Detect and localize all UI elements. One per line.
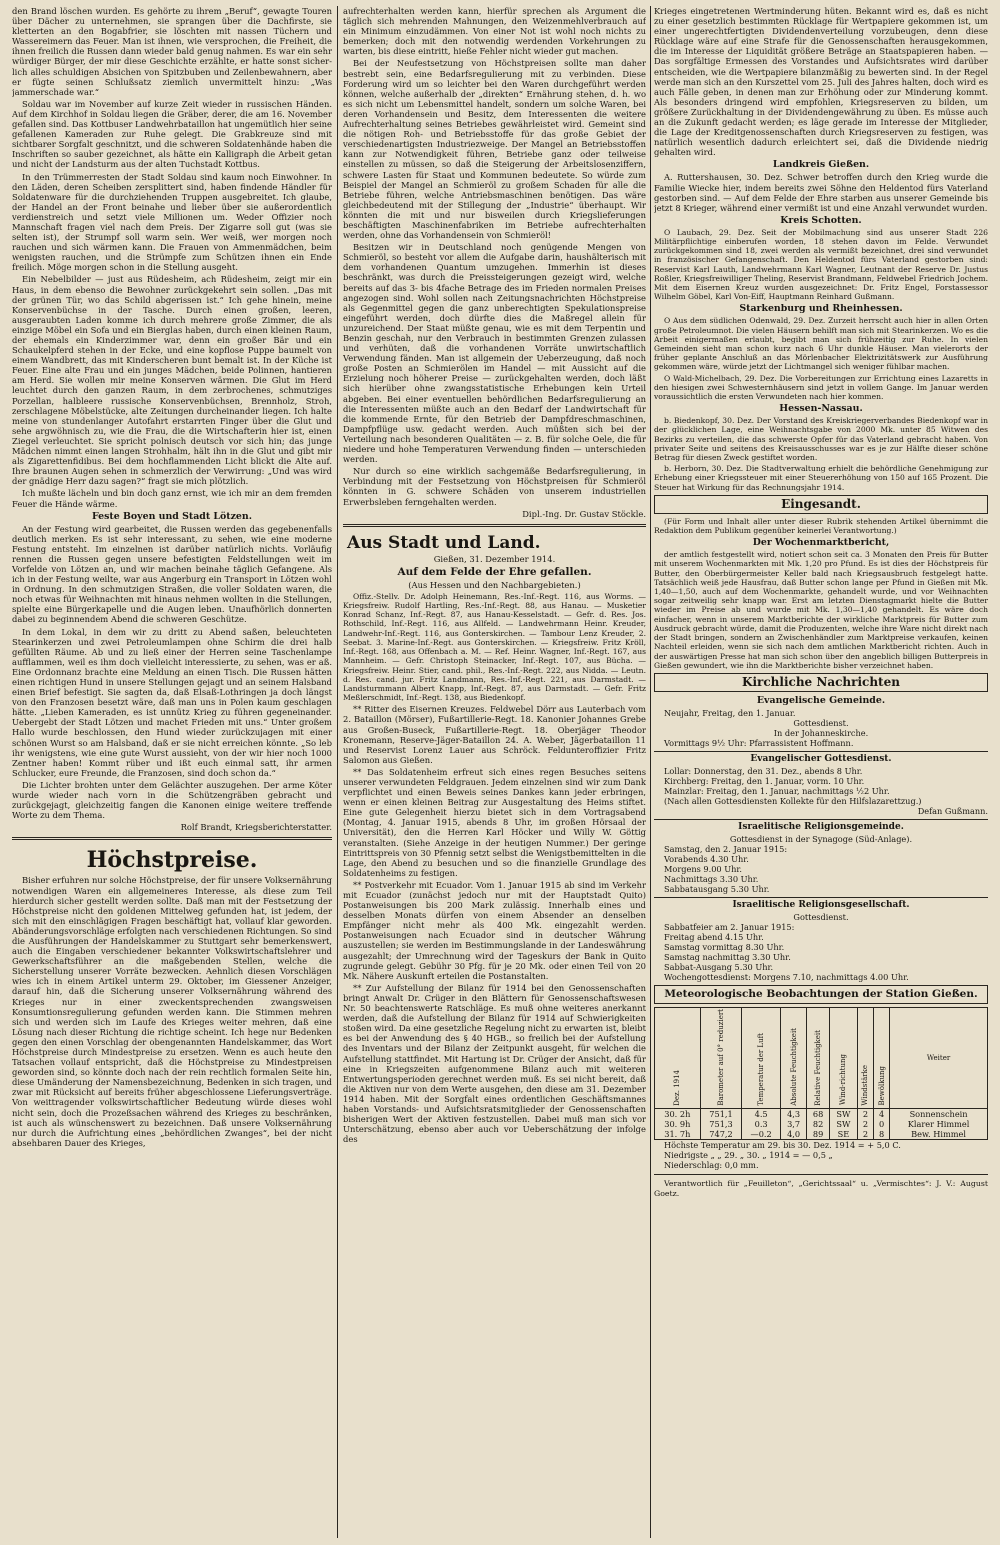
weather-cell: 2 bbox=[857, 1129, 873, 1140]
divider bbox=[12, 837, 332, 840]
region-heading: Hessen-Nassau. bbox=[779, 403, 863, 415]
weather-cell: 4.5 bbox=[742, 1109, 780, 1120]
story-paragraph: Soldau war im November auf kurze Zeit wieder in russischen Händen. Auf dem Kirchhof in Soldau liegen die Gräber, derer, die am 16. November gefallen sind. Das Kottbuser Landwehrbataillon hat ungemütlich hier seine gefallenen Kameraden zur Ruhe gelegt. Die Grabkreuze sind mit sichtbarer Sorgfalt geschnitzt, und die schweren Soldatenhände haben die Inschriften so sauber gezeichnet, als hätte ein Kalligraph die Arbeit getan und nicht der Landsturm aus der alten Tuchstadt Kottbus. bbox=[12, 98, 332, 170]
column-right bbox=[654, 6, 988, 1538]
subsection-subtitle: (Aus Hessen und den Nachbargebieten.) bbox=[408, 579, 581, 590]
weather-cell: 68 bbox=[807, 1109, 830, 1120]
weather-cell: Bew. Himmel bbox=[890, 1129, 988, 1140]
weather-col-header: Wind-richtung bbox=[829, 1007, 857, 1109]
article-paragraph: aufrechterhalten werden kann, hierfür sprechen als Argument die täglich sich mehrenden Mahnungen, den Weizenmehlverbrauch auf ein Minimum einzudämmen. Von einer Not ist wohl noch nichts zu bemerken; doch mit den notwendig werdenden Vorkehrungen zu warten, bis diese eintritt, hieße Fehler nicht wieder gut machen. bbox=[343, 6, 646, 57]
story-paragraph: Die Lichter brohten unter dem Gelächter auszugehen. Der arme Köter wurde wieder nach vorn in die Schützengräben gebracht und zurückgejagt, gleichzeitig fangen die Kanonen einige weitere treffende Worte zu dem Thema. bbox=[12, 779, 332, 821]
story-paragraph: Ein Nebelbilder — just aus Rüdesheim, ach Rüdesheim, zeigt mir ein Haus, in dem ebenso die Bewohner zurückgekehrt sein sollen. „Das mit der grünen Tür, wo das Schild abgerissen ist.“ Ich gehe hinein, meine Konservenbüchse in der Tasche. Durch einen großen, leeren, ausgeraubten Laden komme ich durch mehrere große Zimmer, die als einzige Möbel ein Sofa und ein Bierglas haben, durch einen kleinen Raum, der ehemals ein Kinderzimmer war, denn ein großer Bär und ein Schaukelpferd stehen in der Ecke, und eine kopflose Puppe baumelt von einem Wandbrett, das mit Kinderscheren bunt bemalt ist. In der Küche ist Feuer. Eine alte Frau und ein junges Mädchen, beide Polinnen, hantieren am Herd. Sie wollen mir meine Konserven wärmen. Die Glut im Herd leuchtet durch den ganzen Raum, in dem zerbrochenes, schmutziges Porzellan, halbleere russische Konservenbüchsen, Brennholz, Stroh, zerschlagene Möbelstücke, alte Zeitungen durcheinander liegen. Ich halte meine von stundenlanger Autofahrt erstarrten Finger über die Glut und sehe argwöhnisch zu, wie die Frau, die die Wirtschafterin hier ist, einen Ziegel verleuchtet. Sie spricht polnisch deutsch vor sich hin; das junge Mädchen nimmt einen langen Strohhalm, hält ihn in die Glut und gibt mir als Zigarettenfidibus. Bei dem hochflammenden Licht blickt die Alte auf. Ihre braunen Augen sehen in schmerzlich der Verwirrung: „Und was wird der gnädige Herr dazu sagen?“ fragt sie mich plötzlich. bbox=[12, 274, 332, 487]
service-line: Nachmittags 3.30 Uhr. bbox=[664, 873, 759, 884]
service-line: Samstag nachmittag 3.30 Uhr. bbox=[664, 951, 791, 962]
weather-table bbox=[654, 1007, 988, 1141]
weather-cell: —0.2 bbox=[742, 1129, 780, 1140]
service-line: Sabbat-Ausgang 5.30 Uhr. bbox=[664, 961, 774, 972]
author: Dipl.-Ing. Dr. Gustav Stöckle. bbox=[522, 508, 646, 519]
column-middle bbox=[343, 6, 646, 1538]
service-line: Gottesdienst. bbox=[793, 911, 849, 922]
service-line: Defan Gußmann. bbox=[917, 805, 988, 816]
eingesandt-heading: Eingesandt. bbox=[654, 495, 988, 514]
weather-cell: 751,1 bbox=[700, 1109, 742, 1120]
weather-cell: 0.3 bbox=[742, 1119, 780, 1129]
section-title: Aus Stadt und Land. bbox=[347, 532, 541, 553]
article-paragraph: Bei der Neufestsetzung von Höchstpreisen sollte man daher bestrebt sein, eine Bedarfsregulierung mit zu verbinden. Diese Forderung wird um so leichter bei den Waren durchgeführt werden können, welche außerhalb der „direkten“ Ernährung stehen, d. h. wo es sich nicht um Lebensmittel handelt, sondern um solche Waren, bei deren Vorhandensein und Besitz, dem Interessenten die weitere Aufrechterhaltung seines Betriebes gewährleistet wird. Gemeint sind die nötigen Roh- und Betriebsstoffe für das große Gebiet der verschiedenartigsten Industriezweige. Der Mangel an Betriebsstoffen kann zur Notwendigkeit führen, Betriebe ganz oder teilweise einstellen zu müssen, so daß die Steigerung der Arbeitslosenziffern, schwere Lasten für Staat und Kommunen bedeutete. So würde zum Beispiel der Mangel an Schmieröl zu großem Schaden für alle die Betriebe führen, welche Antriebsmaschinen benötigen. Das wäre gleichbedeutend mit der Stillegung der „Industrie“ überhaupt. Wir könnten die mit und nur bisweilen durch Kriegslieferungen beschäftigten Maschinenfabriken im Betriebe aufrechterhalten werden, ohne das Vorhandensein von Schmieröl! bbox=[343, 58, 646, 241]
weather-cell: 747,2 bbox=[700, 1129, 742, 1140]
weather-col-header: Windstärke bbox=[857, 1007, 873, 1109]
weather-col-header: Relative Feuchtigkeit bbox=[807, 1007, 830, 1109]
news-item: ** Ritter des Eisernen Kreuzes. Feldwebel Dörr aus Lauterbach vom 2. Bataillon (Mörser), Fußartillerie-Regt. 18. Kanonier Johannes Grebe aus Großen-Buseck, Fußartillerie-Regt. 18. Oberjäger Theodor Kronemann, Reserve-Jäger-Bataillon 24. A. Weber, Jägerbataillon 11 und Reservist Lorenz Lauer aus Schröck. Feldunteroffizier Fritz Salomon aus Gießen. bbox=[343, 704, 646, 765]
synagogue-heading: Israelitische Religionsgemeinde. bbox=[654, 819, 988, 833]
service-line: Freitag abend 4.15 Uhr. bbox=[664, 931, 764, 942]
service-line: Lollar: Donnerstag, den 31. Dez., abends 8 Uhr. bbox=[664, 765, 863, 776]
service-line: Samstag, den 2. Januar 1915: bbox=[664, 843, 788, 854]
service-line: In der Johanneskirche. bbox=[773, 727, 869, 738]
weather-cell: 751,3 bbox=[700, 1119, 742, 1129]
news-item: ** Das Soldatenheim erfreut sich eines regen Besuches seitens unserer verwundeten Feldgrauen. Jedem einzelnen sind wir zum Dank verpflichtet und einen Beweis seines Dankes kann jeder erbringen, wenn er einen kleinen Beitrag zur Ausgestaltung des Heims stiftet. Eine gute Gelegenheit hierzu bietet sich in dem Vortragsabend (Montag, 4. Januar 1915, abends 8 Uhr, im großen Hörsaal der Universität), den die Herren Karl Höcker und Willy W. Göttig veranstalten. (Siehe Anzeige in der heutigen Nummer.) Der geringe Eintrittspreis von 30 Pfennig setzt selbst die Wenigstbemittelten in die Lage, den Abend zu besuchen und so die finanzielle Grundlage des Soldatenheims zu festigen. bbox=[343, 766, 646, 878]
weather-cell: 4,3 bbox=[780, 1109, 806, 1120]
weather-extreme: Niedrigste „ „ 29. „ 30. „ 1914 = — 0,5 „ bbox=[664, 1150, 833, 1161]
service-line: Sabbatausgang 5.30 Uhr. bbox=[664, 883, 770, 894]
weather-col-header: Absolute Feuchtigkeit bbox=[780, 1007, 806, 1109]
region-news: A. Ruttershausen, 30. Dez. Schwer betroffen durch den Krieg wurde die Familie Wiecke hier, indem bereits zwei Söhne den Heldentod fürs Vaterland gestorben sind. — Auf dem Felde der Ehre starben aus unserer Gemeinde bis jetzt 8 Krieger, während einer vermißt ist und eine Anzahl verwundet wurden. bbox=[654, 172, 988, 213]
region-news: b. Herborn, 30. Dez. Die Stadtverwaltung erhielt die behördliche Genehmigung zur Erhebung einer Kriegssteuer mit einer Steuererhöhung von 150 auf 165 Prozent. Die Steuer hat Wirkung für das Rechnungsjahr 1914. bbox=[654, 464, 988, 492]
news-item: ** Postverkehr mit Ecuador. Vom 1. Januar 1915 ab sind im Verkehr mit Ecuador (zunächst jedoch nur mit der Hauptstadt Quito) Postanweisungen bis 200 Mark zulässig. Innerhalb eines und desselben Monats dürfen von einem Absender an denselben Empfänger nicht mehr als 400 Mk. eingezahlt werden. Postanweisungen nach Ecuador sind in deutscher Währung auszustellen; sie werden im Bestimmungslande in der Landeswährung ausgezahlt; der Umrechnung wird der Tageskurs der Bank in Quito zugrunde gelegt. Gebühr 30 Pfg. für je 20 Mk. oder einen Teil von 20 Mk. Nähere Auskunft erteilen die Postanstalten. bbox=[343, 879, 646, 981]
weather-col-header: Weiter bbox=[890, 1007, 988, 1109]
weather-cell: 30. 9h bbox=[655, 1119, 701, 1129]
service-line: Vorabends 4.30 Uhr. bbox=[664, 853, 749, 864]
news-item: ** Zur Aufstellung der Bilanz für 1914 bei den Genossenschaften bringt Anwalt Dr. Crüger in den Blättern für Genossenschaftswesen Nr. 50 beachtenswerte Ratschläge. Es muß ohne weiteres anerkannt werden, daß die Aufstellung der Bilanz für 1914 auf Schwierigkeiten stoßen wird. Da eine gesetzliche Regelung nicht zu erwarten ist, bleibt es bei der Anwendung des § 40 HGB., so freilich bei der Aufstellung des Inventars und der Bilanz der Zeitpunkt ausgeht, für welchen die Aufstellung stattfindet. Mit Hartung ist Dr. Crüger der Ansicht, daß für eine in Kriegszeiten aufgenommene Bilanz auch mit weiteren Entwertungsperioden gerechnet werden muß. Es sei nicht bereit, daß die Aktiven nur von dem Werte ausgehen, den diese am 31. Dezember 1914 haben. Mit der Sorgfalt eines ordentlichen Geschäftsmannes haben Vorstands- und Aufsichtsratsmitglieder der Genossenschaften bisherigen Wert der Aktiven festzustellen. Dabei muß man sich vor Unterschätzung, ebenso aber auch vor Ueberschätzung der infolge des bbox=[343, 982, 646, 1145]
service-line: Mainzlar: Freitag, den 1. Januar, nachmittags ½2 Uhr. bbox=[664, 785, 890, 796]
article-title: Höchstpreise. bbox=[86, 847, 258, 874]
story-paragraph: In dem Lokal, in dem wir zu dritt zu Abend saßen, beleuchteten Stearinkerzen und zwei Petroleumlampen ohne Schirm die drei halb gefüllten Räume. Ab und zu ließ einer der Herren seine Taschenlampe aufflammen, weil es ihm doch vielleicht interessierte, zu sehen, was er aß. Eine Ordonnanz brachte eine Meldung an einen Tisch. Die Russen hätten einen richtigen Hund in unsere Stellungen gejagt und an seinem Halsband einen Brief befestigt. Sie sagten da, daß Elsaß-Lothringen ja doch längst von den Franzosen besetzt wäre, daß man uns in Polen kaum geschlagen hätte. „Lieben Kameraden, es ist unnütz Krieg zu führen gegeneinander. Uebergebt der Stadt Lötzen und machet Frieden mit uns.“ Unter großem Hallo wurde beschlossen, den Hund wieder zurückzujagen mit einer schönen Wurst so am Halsband, daß er sie nicht erreichen könnte. „So leb ihr wenigstens, wie eine gute Wurst aussieht, von der wir hier noch 1000 Zentner haben! Kommt rüber und ißt euch einmal satt, ihr armen Schlucker, eure Freunde, die Franzosen, sind doch schon da.“ bbox=[12, 626, 332, 778]
service-line: Wochengottesdienst: Morgens 7.10, nachmittags 4.00 Uhr. bbox=[664, 971, 909, 982]
church-subheading: Evangelische Gemeinde. bbox=[756, 694, 886, 706]
weather-cell: 4,0 bbox=[780, 1129, 806, 1140]
weather-cell: 8 bbox=[874, 1129, 890, 1140]
weather-cell: 31. 7h bbox=[655, 1129, 701, 1140]
weather-col-header: Dez. 1914 bbox=[655, 1007, 701, 1109]
weather-cell: Sonnenschein bbox=[890, 1109, 988, 1120]
weather-cell: Klarer Himmel bbox=[890, 1119, 988, 1129]
weather-heading: Meteorologische Beobachtungen der Station Gießen. bbox=[654, 985, 988, 1004]
weather-cell: SW bbox=[829, 1109, 857, 1120]
weather-col-header: Bewölkung bbox=[874, 1007, 890, 1109]
service-line: Gottesdienst. bbox=[793, 717, 849, 728]
region-heading: Landkreis Gießen. bbox=[772, 159, 870, 171]
divider bbox=[343, 524, 646, 527]
letter-text: der amtlich festgestellt wird, notiert schon seit ca. 3 Monaten den Preis für Butter mit unserem Wochenmarkten mit Mk. 1,20 pro Pfund. Es ist dies der Höchstpreis für Butter, den Oberbürgermeister Keller bald nach Kriegsausbruch festgelegt hatte. Tatsächlich weiß jede Hausfrau, daß Butter schon lange per Pfund in Gießen mit Mk. 1,40—1,50, auch auf dem Wochenmarkte, gehandelt wurde, und vor Weihnachten sogar zeitweilig sehr knapp war. Erst am letzten Dienstagmarkt hielte die Butter wieder im Preise ab und wurde mit Mk. 1,30—1,40 gehandelt. Es wäre doch einfacher, wenn in unserem Marktberichte der wirkliche Marktpreis für Butter zum Ausdruck gebracht würde, damit die Produzenten, welche ihre Ware nicht direkt nach der Stadt bringen, sondern an Zwischenhändler zum Marktpreise verkaufen, keinen Nachteil erleiden, wenn sie sich nach dem amtlichen Marktbericht richten. Auch in der auswärtigen Presse hat man sich schon über den angeblich billigen Butterpreis in Gießen gewundert, wie ihn die Marktberichte bisher verzeichnet haben. bbox=[654, 550, 988, 670]
service-line: Vormittags 9½ Uhr: Pfarrassistent Hoffmann. bbox=[664, 737, 854, 748]
weather-col-header: Barometer auf 0° reduziert bbox=[700, 1007, 742, 1109]
dateline: Gießen, 31. Dezember 1914. bbox=[433, 553, 556, 564]
footer-credit: Verantwortlich für „Feuilleton“, „Gerichtssaal“ u. „Vermischtes“: J. V.: August Goetz. bbox=[654, 1179, 988, 1199]
service-line: Neujahr, Freitag, den 1. Januar. bbox=[664, 707, 796, 718]
weather-cell: 89 bbox=[807, 1129, 830, 1140]
casualty-list: Offiz.-Stellv. Dr. Adolph Heinemann, Res.-Inf.-Regt. 116, aus Worms. — Kriegsfreiw. Rudolf Hartling, Res.-Inf.-Regt. 88, aus Hanau. — Musketier Konrad Schanz, Inf.-Regt. 87, aus Hanau-Kesselstadt. — Gefr. d. Res. Jos. Rothschild, Inf.-Regt. 116, aus Allfeld. — Landwehrmann Heinr. Kreuder, Landwehr-Inf.-Regt. 116, aus Gonterskirchen. — Tambour Lenz Kreuder, 2. Seebat. 3. Marine-Inf.-Regt. aus Gonterskirchen. — Kriegsfreiw. Fritz Kröll, Inf.-Regt. 168, aus Offenbach a. M. — Ref. Heinr. Wagner, Inf.-Regt. 167, aus Mannheim. — Gefr. Christoph Steinacker, Inf.-Regt. 107, aus Bücha. — Kriegsfreiw. Heinr. Stier, cand. phil., Res.-Inf.-Regt. 222, aus Nidda. — Leutn. d. Res. cand. jur. Fritz Landmann, Res.-Inf.-Regt. 221, aus Darmstadt. — Landsturmmann Albert Knapp, Inf.-Regt. 87, aus Darmstadt. — Gefr. Fritz Meßlerschmidt, Inf.-Regt. 138, aus Biedenkopf. bbox=[343, 591, 646, 703]
weather-cell: 2 bbox=[857, 1109, 873, 1120]
church-subheading: Evangelischer Gottesdienst. bbox=[654, 751, 988, 765]
weather-header-row bbox=[655, 1007, 988, 1109]
weather-row bbox=[655, 1129, 988, 1140]
weather-cell: 82 bbox=[807, 1119, 830, 1129]
weather-cell: 0 bbox=[874, 1119, 890, 1129]
letter-heading: Der Wochenmarktbericht, bbox=[752, 537, 890, 549]
weather-cell: 3,7 bbox=[780, 1119, 806, 1129]
weather-extreme: Niederschlag: 0,0 mm. bbox=[664, 1160, 759, 1171]
service-line: (Nach allen Gottesdiensten Kollekte für den Hilfslazarettzug.) bbox=[664, 795, 922, 806]
synagogue-heading: Israelitische Religionsgesellschaft. bbox=[654, 897, 988, 911]
weather-cell: SW bbox=[829, 1119, 857, 1129]
story-paragraph: den Brand löschen wurden. Es gehörte zu ihrem „Beruf“, gewagte Touren über Dächer zu unternehmen, sie sprangen über die Dachfirste, sie kletterten an den Bogabfrier, sie löschten mit nassen Tüchern und Wassereimern das Feuer. Man ist ihnen, wie versprochen, die Freiheit, die ihnen freilich die Russen dann wieder bald genug nahmen. Es war ein sehr würdiger Bürger, der mir diese Geschichte erzählte, er hatte sonst sicher-lich alles schuldigen Absichen von Spitzbuben und Zeilenbewahnern, aber er fügte seinen Schlußsatz ziemlich unvermittelt hinzu: „Was jammerschade war.“ bbox=[12, 6, 332, 97]
region-news: O Wald-Michelbach, 29. Dez. Die Vorbereitungen zur Errichtung eines Lazaretts in den hiesigen zwei Schwesternhäusern sind jetzt in vollem Gange. Im Januar werden voraussichtlich die ersten Verwundeten nach hier kommen. bbox=[654, 373, 988, 402]
subsection-heading: Auf dem Felde der Ehre gefallen. bbox=[397, 565, 592, 578]
region-news: O Aus dem südlichen Odenwald, 29. Dez. Zurzeit herrscht auch hier in allen Orten große Petroleumnot. Die vielen Häusern behilft man sich mit Stearinkerzen. Wo es die Arbeit einigermaßen erlaubt, begibt man sich frühzeitig zur Ruhe. In vielen Gemeinden sieht man schon kurz nach 6 Uhr dunkle Häuser. Man vielerorts der früher geplante Anschluß an das Mörlenbacher Elektrizitätswerk zur Ausführung gekommen wäre, würde jetzt der Lichtmangel sich weniger fühlbar machen. bbox=[654, 316, 988, 372]
weather-cell: 4 bbox=[874, 1109, 890, 1120]
divider bbox=[654, 1174, 988, 1175]
weather-col-header: Temperatur der Luft bbox=[742, 1007, 780, 1109]
column-left bbox=[12, 6, 332, 1538]
region-heading: Starkenburg und Rheinhessen. bbox=[739, 303, 903, 315]
section-heading: Feste Boyen und Stadt Lötzen. bbox=[92, 510, 252, 522]
service-line: Kirchberg: Freitag, den 1. Januar, vorm. 10 Uhr. bbox=[664, 775, 865, 786]
region-news: O Laubach, 29. Dez. Seit der Mobilmachung sind aus unserer Stadt 226 Militärpflichtige einberufen worden, 18 stehen davon im Felde. Verwundet zurückgekommen sind 18, zwei werden als vermißt bezeichnet, drei sind verwundet in französischer Gefangenschaft. Den Heldentod fürs Vaterland gestorben sind: Reservist Karl Lauth, Landwehrmann Karl Wagner, Leutnant der Reserve Dr. Justus Roßler, Kriegsfreiwilliger Theling, Reservist Brandmann, Feldwebel Friedrich Jochem. Mit dem Eisernen Kreuz wurden ausgezeichnet: Dr. Fritz Engel, Forstassessor Wilhelm Göbel, Karl Von-Eiff, Hauptmann Reinhard Gußmann. bbox=[654, 227, 988, 302]
article-paragraph: Besitzen wir in Deutschland noch genügende Mengen von Schmieröl, so besteht vor allem die Aufgabe darin, haushälterisch mit dem vorhandenen Quantum umzugehen. Immerhin ist dieses beschränkt, was durch die Preissteigerungen gezeigt wird, welche bereits auf das 3- bis 4fache Betrage des im Frieden normalen Preises angezogen sind. Wohl sollen nach Zeitungsnachrichten Höchstpreise als Gegenmittel gegen die ganz unberechtigten Spekulationspreise eingeführt werden, doch dürfte dies die Maßregel allein für unzureichend. Der Staat müßte genau, wie es mit dem Terpentin und Benzin geschah, nur den Verbrauch in bestimmten Grenzen zulassen und verhüten, daß die vorhandenen Vorräte unwirtschaftlich Verwendung fänden. Man ist allgemein der Ueberzeugung, daß noch große Posten an Schmierölen im Handel — mit Aussicht auf die Erzielung noch höherer Preise — zurückgehalten werden, doch läßt sich hierüber ohne zwangsstatistische Erhebungen kein Urteil abgeben. Bei einer eventuellen behördlichen Bedarfsregulierung an die Interessenten müßte auch an den Bedarf der Landwirtschaft für die kommende Ernte, für den Betrieb der Dampfdreschmaschinen, Dampfpflüge usw. gedacht werden. Auch müßten sich bei der Verteilung nach besonderen Qualitäten — z. B. für solche Oele, die für niedere und hohe Temperaturen Verwendung finden — unterschieden werden. bbox=[343, 242, 646, 465]
weather-extreme: Höchste Temperatur am 29. bis 30. Dez. 1914 = + 5,0 C. bbox=[664, 1140, 901, 1151]
story-paragraph: In den Trümmerresten der Stadt Soldau sind kaum noch Einwohner. In den Läden, deren Scheiben zersplittert sind, haben findende Händler für Soldatenware für die durchziehenden Truppen ausgebreitet. Ich glaube, der Handel an der Front beinahe und lieber über sie außerordentlich verdienstreich und setzt viele Millionen um. Weder Offizier noch Mannschaft fragen viel nach dem Preis. Der Zigarre soll gut (was sie selten ist), der Strumpf soll warm sein. Wer weiß, wer morgen noch rauchen und sich wärmen kann. Die Frauen von Ammenmädchen, beim wenigsten rauchen, und die Strümpfe zum Schützen ihnen ein Ende freilich. Möge morgen schon in die Stellung ausgeht. bbox=[12, 171, 332, 273]
service-line: Gottesdienst in der Synagoge (Süd-Anlage). bbox=[729, 833, 913, 844]
region-heading: Kreis Schotten. bbox=[780, 214, 862, 226]
story-paragraph: Ich mußte lächeln und bin doch ganz ernst, wie ich mir an dem fremden Feuer die Hände wärme. bbox=[12, 488, 332, 509]
weather-row bbox=[655, 1109, 988, 1120]
church-news-heading: Kirchliche Nachrichten bbox=[654, 673, 988, 692]
column-rule bbox=[650, 6, 651, 1538]
weather-cell: 30. 2h bbox=[655, 1109, 701, 1120]
editorial-note: (Für Form und Inhalt aller unter dieser Rubrik stehenden Artikel übernimmt die Redaktion dem Publikum gegenüber keinerlei Verantwortung.) bbox=[654, 516, 988, 536]
service-line: Samstag vormittag 8.30 Uhr. bbox=[664, 941, 785, 952]
byline: Rolf Brandt, Kriegsberichterstatter. bbox=[180, 822, 332, 833]
weather-row bbox=[655, 1119, 988, 1129]
service-line: Morgens 9.00 Uhr. bbox=[664, 863, 743, 874]
weather-cell: SE bbox=[829, 1129, 857, 1140]
region-news: b. Biedenkopf, 30. Dez. Der Vorstand des Kreiskriegerverbandes Biedenkopf war in der glücklichen Lage, eine Weihnachtsgabe von 2000 Mk. unter 85 Witwen des Bezirks zu verteilen, die das schwerste Opfer für das Vaterland gebracht haben. Von privater Seite und seitens des Kreisausschusses war es je zur Hälfte dieser schöne Betrag für diesen Zweck gestiftet worden. bbox=[654, 416, 988, 463]
column-rule bbox=[337, 6, 338, 1538]
article-paragraph: Bisher erfuhren nur solche Höchstpreise, der für unsere Volksernährung notwendigen Waren ein allgemeineres Interesse, als diese zum Teil hierdurch sicher gestellt werden sollte. Daß man mit der Festsetzung der Höchstpreise nicht den goldenen Mittelweg gefunden hat, ist jedem, der sich mit den einschlägigen Fragen beschäftigt hat, vollauf klar geworden. Abänderungsvorschläge erfolgten nach verschiedenen Richtungen. So sind die Ausführungen der Handelskammer zu Stuttgart sehr bemerkenswert, auch die Eingaben verschiedener bekannter Volkswirtschaftslehrer und Gewerkschaftsführer an die maßgebenden Stellen, welche die Sicherstellung unserer Vorräte bezwecken. Aehnlich diesen Vorschlägen wies ich in einem Artikel unterm 29. Oktober, im Giessener Anzeiger, darauf hin, daß die Sicherung unserer Volksernährung während des Krieges nur in einer zweckentsprechenden zwangsweisen Konsumtionsregulierung gefunden werden kann. Die Stimmen mehren sich und werden sich im Laufe des Krieges weiter mehren, daß eine Lösung nach dieser Richtung die richtige scheint. Ich hege nur Bedenken gegen den einen Vorschlag der obengenannten Handelskammer, das Wort Höchstpreise durch Mindestpreise zu ersetzen. Wenn es auch heute den Tatsachen vollauf entspricht, daß die Höchstpreise zu Mindestpreisen geworden sind, so könnte doch nach der rein rechtlich formalen Seite hin, diese Umänderung der Namensbezeichnung, Bedenken in sich tragen, und zwar mit Rücksicht auf bereits früher abgeschlossene Lieferungsverträge. Von weittragender volkswirtschaftlicher Bedeutung würde dieses wohl nicht sein, doch die Prozeßsachen während des Krieges zu beschränken, ist auch als wünschenswert zu bezeichnen. Daß unsere Volksernährung nur durch die Aufrichtung eines „behördlichen Zwanges“, bei der nicht absehbaren Dauer des Krieges, bbox=[12, 875, 332, 1148]
story-paragraph: An der Festung wird gearbeitet, die Russen werden das gegebenenfalls deutlich merken. Es ist sehr interessant, zu sehen, wie eine moderne Festung entsteht. Im einzelnen ist darüber natürlich nichts. Vorläufig rennen die Russen gegen unsere befestigten Feldstellungen weit im Vorfelde von Lötzen an, und wir machen beinahe täglich Gefangene. Als ich in der Festung weilte, war aus Angerburg ein Transport in Lötzen wohl in Ordnung. In den schmutzigen Straßen, die voller Soldaten waren, die noch etwas für Weihnachten mit hinaus nehmen wollten in die Stellungen, spielte eine Bürgerkapelle und die Augen leben. Unaufhörlich donnerten dabei zu beginnendem Abend die schweren Geschütze. bbox=[12, 523, 332, 625]
weather-cell: 2 bbox=[857, 1119, 873, 1129]
service-line: Sabbatfeier am 2. Januar 1915: bbox=[664, 921, 795, 932]
article-paragraph: Krieges eingetretenen Wertminderung hüten. Bekannt wird es, daß es nicht zu einer gesetzlich bestimmten Rücklage für Wertpapiere gekommen ist, um einer ungerechtfertigten Dividendenverteilung vorzubeugen, denn diese Rücklage wäre auf eine Strafe für die Genossenschaften herausgekommen, die im Interesse der Liquidität größere Beträge an Staatspapieren haben. — Das sorgfältige Ermessen des Vorstandes und Aufsichtsrates wird darüber entscheiden, wie die Wertpapiere bilanzmäßig zu bewerten sind. In der Regel werde man sich an den Kurszettel vom 25. Juli des Jahres halten, doch wird es auch Fälle geben, in denen man zur Erhöhung oder zur Minderung kommt. Als besonders dringend wird empfohlen, Kriegsreserven zu bilden, um größere Zurückhaltung in der Dividendengewährung zu üben. Es müsse auch an die Zukunft gedacht werden; es läge gerade im Interesse der Mitglieder, die Lage der Kreditgenossenschaften durch Kriegsreserven zu festigen, was natürlich wesentlich dadurch erleichtert sei, daß die Dividende niedrig gehalten wird. bbox=[654, 6, 988, 158]
article-paragraph: Nur durch so eine wirklich sachgemäße Bedarfsregulierung, in Verbindung mit der Festsetzung von Höchstpreisen für Schmieröl könnten in G. schwere Schäden von unserem industriellen Erwerbsleben ferngehalten werden. bbox=[343, 466, 646, 507]
